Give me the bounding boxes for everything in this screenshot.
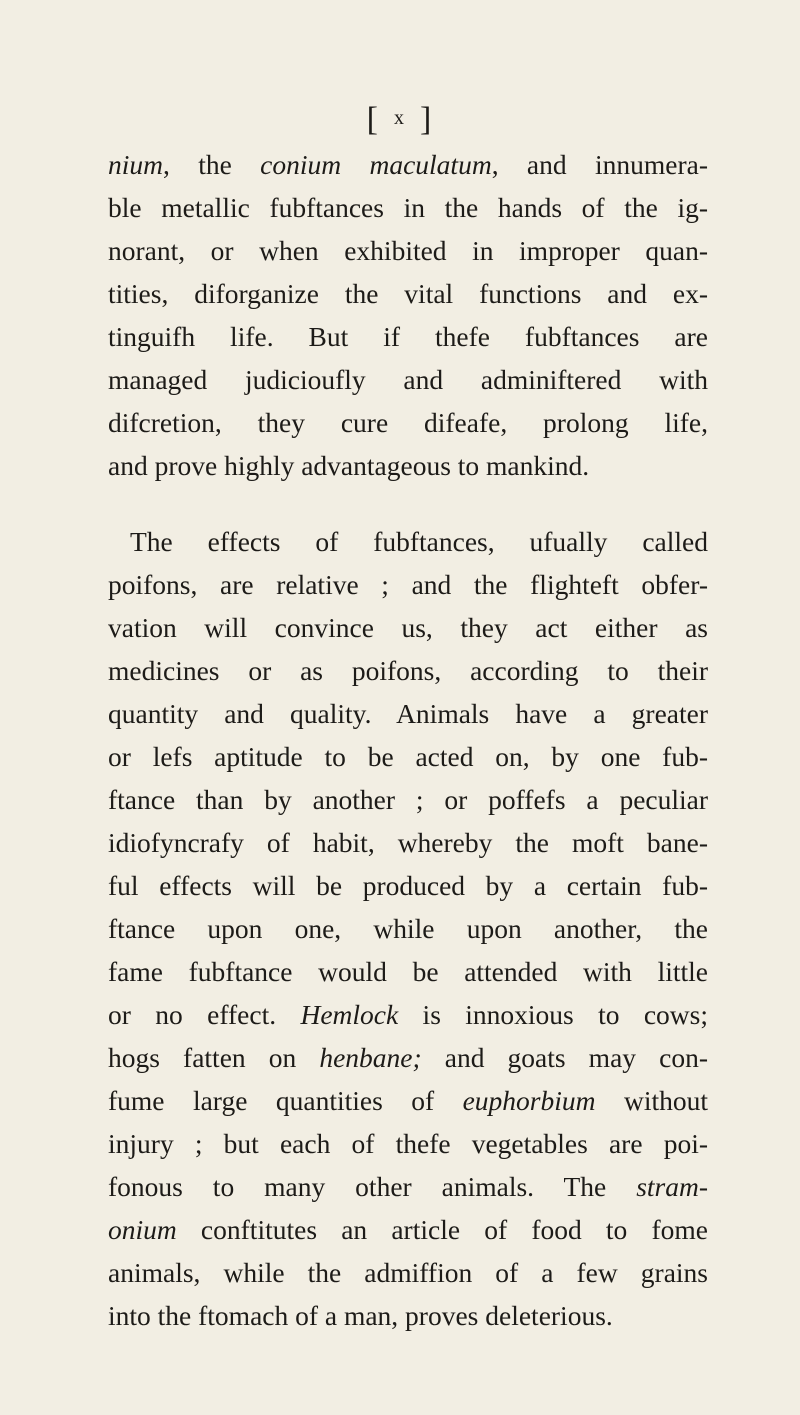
italic-term: conium maculatum [260, 149, 492, 180]
text-line [108, 692, 708, 735]
text-line [108, 520, 708, 563]
text-line [108, 1208, 708, 1251]
text-segment: into the ftomach of a man, proves deleterious. [108, 1300, 613, 1331]
text-line [108, 993, 708, 1036]
page-header [0, 100, 800, 142]
text-segment: without [595, 1085, 708, 1116]
text-segment: hogs fatten on [108, 1042, 320, 1073]
text-line [108, 401, 708, 444]
text-segment: fonous to many other animals. The [108, 1171, 637, 1202]
text-segment: norant, or when exhibited in improper quan- [108, 235, 708, 266]
text-line [108, 1079, 708, 1122]
paragraph-2 [108, 520, 708, 1337]
text-line [108, 143, 708, 186]
text-line [108, 315, 708, 358]
text-line [108, 735, 708, 778]
text-segment: difcretion, they cure difeafe, prolong life, [108, 407, 708, 438]
text-segment: is innoxious to cows; [398, 999, 709, 1030]
text-line [108, 1294, 708, 1337]
text-segment: ftance than by another ; or poffefs a peculiar [108, 784, 708, 815]
text-line [108, 821, 708, 864]
text-line [108, 1165, 708, 1208]
text-line [108, 1036, 708, 1079]
text-line [108, 649, 708, 692]
paragraph-1 [108, 143, 708, 487]
text-segment: managed judicioufly and adminiftered with [108, 364, 708, 395]
text-segment: quantity and quality. Animals have a greater [108, 698, 708, 729]
text-line [108, 907, 708, 950]
text-line [108, 778, 708, 821]
text-line [108, 358, 708, 401]
italic-term: stram- [636, 1171, 708, 1202]
text-segment: tities, diforganize the vital functions and ex- [108, 278, 708, 309]
text-segment: and goats may con- [421, 1042, 708, 1073]
text-segment: , the [163, 149, 261, 180]
header-open-bracket: [ [366, 101, 380, 138]
text-line [108, 229, 708, 272]
text-segment: and prove highly advantageous to mankind. [108, 450, 590, 481]
text-line [108, 606, 708, 649]
text-line [108, 272, 708, 315]
italic-term: nium [108, 149, 163, 180]
text-segment: tinguifh life. But if thefe fubftances are [108, 321, 708, 352]
text-segment: vation will convince us, they act either as [108, 612, 708, 643]
text-segment: poifons, are relative ; and the flighteft obfer- [108, 569, 708, 600]
text-segment: ftance upon one, while upon another, the [108, 913, 708, 944]
italic-term: euphorbium [462, 1085, 596, 1116]
text-segment: or lefs aptitude to be acted on, by one fub- [108, 741, 708, 772]
text-segment: conftitutes an article of food to fome [176, 1214, 708, 1245]
text-segment: idiofyncrafy of habit, whereby the moft bane- [108, 827, 708, 858]
text-line [108, 1251, 708, 1294]
text-line [108, 950, 708, 993]
text-line [108, 444, 708, 487]
text-segment: , and innumera- [491, 149, 708, 180]
text-line [108, 1122, 708, 1165]
text-line [108, 563, 708, 606]
header-close-bracket: ] [420, 101, 434, 138]
text-segment: injury ; but each of thefe vegetables are poi- [108, 1128, 708, 1159]
text-segment: or no effect. [108, 999, 301, 1030]
italic-term: onium [108, 1214, 177, 1245]
text-segment: ful effects will be produced by a certain fub- [108, 870, 708, 901]
text-segment: medicines or as poifons, according to their [108, 655, 708, 686]
text-segment: ble metallic fubftances in the hands of the ig- [108, 192, 708, 223]
text-line [108, 864, 708, 907]
text-segment: animals, while the admiffion of a few grains [108, 1257, 708, 1288]
text-segment: fame fubftance would be attended with little [108, 956, 708, 987]
italic-term: Hemlock [300, 999, 399, 1030]
text-segment: fume large quantities of [108, 1085, 463, 1116]
text-line [108, 186, 708, 229]
text-segment: The effects of fubftances, ufually called [130, 526, 708, 557]
page-number: x [394, 107, 406, 130]
italic-term: henbane; [319, 1042, 422, 1073]
